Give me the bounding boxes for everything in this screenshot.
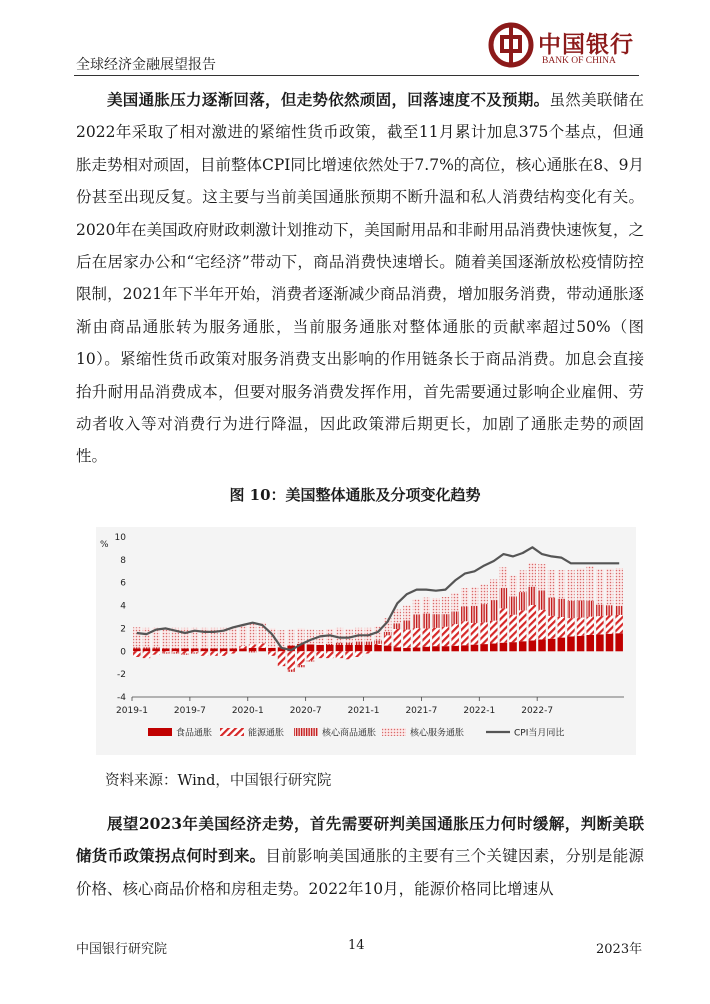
bar-segment — [529, 563, 537, 587]
bar-segment — [249, 651, 257, 652]
bar-segment — [181, 654, 189, 655]
y-tick-label: -2 — [117, 670, 126, 681]
bar-segment — [615, 606, 623, 615]
bar-segment — [143, 628, 151, 647]
bar-segment — [615, 615, 623, 633]
bar-segment — [133, 651, 141, 657]
bar-segment — [548, 639, 556, 652]
bar-segment — [316, 645, 324, 651]
bar-segment — [394, 610, 402, 624]
bar-segment — [201, 648, 209, 651]
bar-segment — [422, 598, 430, 614]
bar-segment — [336, 651, 344, 658]
legend-swatch — [148, 728, 172, 736]
bar-segment — [451, 646, 459, 651]
bar-segment — [490, 621, 498, 644]
bar-segment — [133, 647, 141, 648]
bar-segment — [548, 598, 556, 616]
bar-segment — [442, 597, 450, 614]
bar-segment — [316, 651, 324, 658]
bar-segment — [336, 628, 344, 643]
bar-segment — [509, 642, 517, 651]
bar-segment — [230, 628, 238, 649]
x-tick-label: 2021-1 — [347, 706, 380, 716]
bar-segment — [384, 635, 392, 645]
bar-segment — [326, 651, 334, 658]
bar-segment — [471, 588, 479, 606]
legend-swatch — [382, 728, 406, 736]
legend-label: 核心商品通胀 — [322, 728, 377, 739]
bar-segment — [548, 570, 556, 597]
paragraph-1-lead: 美国通胀压力逐渐回落，但走势依然顽固，回落速度不及预期。 — [107, 90, 550, 109]
bar-segment — [210, 651, 218, 656]
x-tick-label: 2022-1 — [463, 706, 496, 716]
bar-segment — [558, 617, 566, 638]
bar-segment — [596, 605, 604, 616]
bar-segment — [471, 606, 479, 623]
bar-segment — [191, 652, 199, 653]
bar-segment — [500, 567, 508, 588]
bar-segment — [422, 628, 430, 646]
bar-segment — [152, 647, 160, 648]
bar-segment — [249, 624, 257, 645]
paragraph-2 — [76, 808, 644, 905]
bar-segment — [172, 651, 180, 652]
bar-segment — [162, 651, 170, 652]
bar-segment — [432, 646, 440, 651]
bar-segment — [519, 592, 527, 610]
bar-segment — [230, 648, 238, 651]
bar-segment — [326, 645, 334, 651]
bar-segment — [577, 568, 585, 600]
bar-segment — [365, 651, 373, 653]
bar-segment — [451, 593, 459, 611]
bar-segment — [596, 616, 604, 634]
y-axis — [100, 533, 126, 703]
paragraph-1 — [76, 84, 644, 473]
bar-segment — [567, 570, 575, 601]
bar-segment — [586, 601, 594, 617]
x-tick-label: 2020-1 — [231, 706, 264, 716]
bar-segment — [181, 648, 189, 651]
bar-segment — [577, 636, 585, 651]
bar-segment — [461, 645, 469, 651]
bar-segment — [451, 624, 459, 646]
bar-segment — [500, 608, 508, 642]
bank-of-china-emblem-icon — [488, 22, 534, 68]
bar-segment — [374, 645, 382, 651]
y-axis-unit: % — [100, 540, 109, 550]
figure-title: 图 10：美国整体通胀及分项变化趋势 — [229, 486, 481, 504]
figure-source: 资料来源：Wind，中国银行研究院 — [105, 773, 332, 789]
bar-segment — [509, 596, 517, 614]
bar-segment — [307, 660, 315, 661]
bar-segment — [345, 645, 353, 651]
x-tick-label: 2021-7 — [405, 706, 438, 716]
footer-organization: 中国银行研究院 — [76, 942, 168, 957]
bar-segment — [596, 634, 604, 651]
y-tick-label: 8 — [120, 555, 126, 566]
bar-segment — [558, 638, 566, 652]
bar-segment — [374, 644, 382, 645]
bar-segment — [172, 648, 180, 651]
bar-segment — [152, 651, 160, 654]
bar-segment — [586, 635, 594, 651]
bar-segment — [239, 626, 247, 647]
bar-segment — [162, 652, 170, 653]
bar-segment — [519, 610, 527, 641]
logo-english-name: BANK OF CHINA — [542, 56, 616, 66]
bar-segment — [606, 634, 614, 651]
bar-segment — [297, 628, 305, 643]
bar-segment — [432, 598, 440, 614]
inflation-chart-svg — [96, 527, 636, 755]
bar-segment — [345, 643, 353, 645]
paragraph-2-body: 目前影响美国通胀的主要有三个关键因素，分别是能源价格、核心商品价格和房租走势。2022年10月，能源价格同比增速从 — [76, 847, 644, 898]
bar-segment — [461, 621, 469, 645]
bar-segment — [615, 568, 623, 606]
bar-segment — [239, 646, 247, 648]
bar-segment — [548, 616, 556, 639]
bar-segment — [220, 651, 228, 656]
bar-segment — [471, 623, 479, 645]
x-axis — [116, 697, 624, 716]
legend-label: CPI当月同比 — [514, 728, 565, 739]
bar-segment — [374, 640, 382, 643]
header-divider — [74, 75, 639, 76]
bar-segment — [490, 600, 498, 621]
bar-segment — [567, 636, 575, 651]
bar-segment — [586, 566, 594, 600]
paragraph-1-body: 虽然美联储在2022年采取了相对激进的紧缩性货币政策，截至11月累计加息375个基点，但通胀走势相对顽固，目前整体CPI同比增速依然处于7.7%的高位，核心通胀在8、9月份甚至出现反复。这主要与当前美国通胀预期不断升温和私人消费结构变化有关。2020年在美国政府财政刺激计划推动下，美国耐用品和非耐用品消费快速恢复，之后在居家办公和“宅经济”带动下，商品消费快速增长。随着美国逐渐放松疫情防控限制，2021年下半年开始，消费者逐渐减少商品消费，增加服务消费，带动通胀逐渐由商品通胀转为服务通胀，当前服务通胀对整体通胀的贡献率超过50%（图10）。紧缩性货币政策对服务消费支出影响的作用链条长于商品消费。加息会直接抬升耐用品消费成本，但要对服务消费发挥作用，首先需要通过影响企业雇佣、劳动者收入等对消费行为进行降温，因此政策滞后期更长，加剧了通胀走势的顽固性。 — [76, 91, 645, 466]
bar-segment — [567, 618, 575, 636]
bar-segment — [413, 648, 421, 652]
logo-chinese-name: 中国银行 — [538, 31, 634, 58]
bar-segment — [307, 644, 315, 651]
bar-segment — [201, 651, 209, 656]
x-tick-label: 2019-7 — [173, 706, 206, 716]
bar-segment — [394, 623, 402, 629]
bar-segment — [326, 644, 334, 645]
bar-segment — [220, 648, 228, 651]
bar-segment — [162, 628, 170, 649]
y-tick-label: -4 — [117, 693, 126, 703]
legend-swatch — [294, 728, 318, 736]
bar-segment — [519, 570, 527, 592]
bar-segment — [258, 648, 266, 651]
bar-segment — [384, 646, 392, 652]
bar-segment — [442, 614, 450, 627]
bar-segment — [500, 588, 508, 609]
y-tick-label: 10 — [114, 533, 126, 543]
bar-segment — [586, 617, 594, 635]
bar-segment — [143, 651, 151, 658]
bar-segment — [365, 642, 373, 645]
y-tick-label: 4 — [120, 601, 126, 612]
bar-segment — [509, 615, 517, 642]
bar-segment — [538, 640, 546, 652]
y-tick-label: 2 — [120, 624, 126, 635]
bar-segment — [191, 648, 199, 651]
bar-segment — [239, 648, 247, 651]
x-tick-label: 2022-7 — [521, 706, 554, 716]
bar-segment — [558, 570, 566, 599]
bar-segment — [509, 576, 517, 597]
bar-segment — [500, 643, 508, 652]
bar-segment — [432, 628, 440, 646]
bar-segment — [490, 644, 498, 652]
bar-segment — [461, 606, 469, 621]
bar-segment — [422, 614, 430, 629]
bar-segment — [529, 605, 537, 640]
footer-year: 2023年 — [596, 942, 643, 957]
bar-segment — [432, 614, 440, 628]
bar-segment — [355, 651, 363, 657]
bar-segment — [538, 590, 546, 609]
report-title: 全球经济金融展望报告 — [76, 57, 216, 73]
stacked-bars — [133, 563, 623, 672]
legend-label: 能源通胀 — [248, 728, 285, 739]
bar-segment — [143, 648, 151, 651]
bank-logo — [488, 20, 648, 72]
bar-segment — [567, 601, 575, 618]
bar-segment — [394, 629, 402, 647]
bar-segment — [442, 646, 450, 651]
bar-segment — [529, 640, 537, 651]
bar-segment — [577, 618, 585, 636]
bar-segment — [480, 585, 488, 604]
bar-segment — [442, 627, 450, 646]
x-tick-label: 2020-7 — [289, 706, 322, 716]
bar-segment — [403, 630, 411, 648]
bar-segment — [394, 647, 402, 651]
bar-segment — [490, 580, 498, 601]
bar-segment — [181, 651, 189, 653]
bar-segment — [287, 670, 295, 672]
bar-segment — [384, 632, 392, 635]
chart-legend — [148, 727, 564, 739]
bar-segment — [596, 569, 604, 604]
bar-segment — [480, 644, 488, 651]
bar-segment — [355, 642, 363, 645]
bar-segment — [172, 652, 180, 653]
bar-segment — [355, 645, 363, 651]
bar-segment — [577, 600, 585, 617]
bar-segment — [480, 622, 488, 644]
bar-segment — [345, 651, 353, 659]
bar-segment — [268, 651, 276, 656]
bar-segment — [287, 651, 295, 669]
bar-segment — [558, 599, 566, 617]
bar-segment — [249, 648, 257, 651]
legend-swatch — [220, 728, 244, 736]
bar-segment — [538, 564, 546, 590]
bar-segment — [403, 606, 411, 621]
bar-segment — [287, 630, 295, 646]
y-tick-label: 0 — [120, 647, 126, 658]
bar-segment — [249, 644, 257, 647]
bar-segment — [451, 612, 459, 625]
bar-segment — [210, 648, 218, 651]
bar-segment — [152, 648, 160, 651]
bar-segment — [606, 616, 614, 634]
bar-segment — [143, 647, 151, 648]
x-tick-label: 2019-1 — [116, 706, 148, 716]
bar-segment — [615, 633, 623, 651]
bar-segment — [336, 643, 344, 645]
bar-segment — [258, 643, 266, 648]
bar-segment — [413, 600, 421, 615]
bar-segment — [133, 627, 141, 647]
inflation-chart — [96, 527, 636, 755]
bar-segment — [480, 604, 488, 622]
bar-segment — [519, 641, 527, 651]
bar-segment — [365, 645, 373, 651]
bar-segment — [471, 645, 479, 652]
bar-segment — [606, 569, 614, 606]
bar-segment — [403, 620, 411, 629]
bar-segment — [162, 648, 170, 651]
bar-segment — [191, 651, 199, 652]
legend-label: 食品通胀 — [176, 728, 213, 739]
bar-segment — [307, 651, 315, 660]
bar-segment — [230, 651, 238, 653]
bar-segment — [413, 614, 421, 628]
bar-segment — [336, 645, 344, 651]
bar-segment — [403, 648, 411, 651]
legend-label: 核心服务通胀 — [410, 728, 465, 739]
y-tick-label: 6 — [120, 578, 126, 589]
bar-segment — [529, 587, 537, 605]
bar-segment — [413, 628, 421, 647]
bar-segment — [606, 605, 614, 615]
bar-segment — [297, 665, 305, 667]
bar-segment — [538, 610, 546, 640]
page-number: 14 — [348, 938, 365, 953]
bar-segment — [181, 628, 189, 649]
paragraph-2-lead: 展望2023年美国经济走势，首先需要研判美国通胀压力何时缓解，判断美联储货币政策拐点何时到来。 — [76, 814, 644, 866]
bar-segment — [133, 648, 141, 651]
bar-segment — [278, 651, 286, 666]
bar-segment — [461, 588, 469, 606]
bar-segment — [297, 651, 305, 665]
bar-segment — [422, 647, 430, 652]
bar-segment — [268, 648, 276, 651]
